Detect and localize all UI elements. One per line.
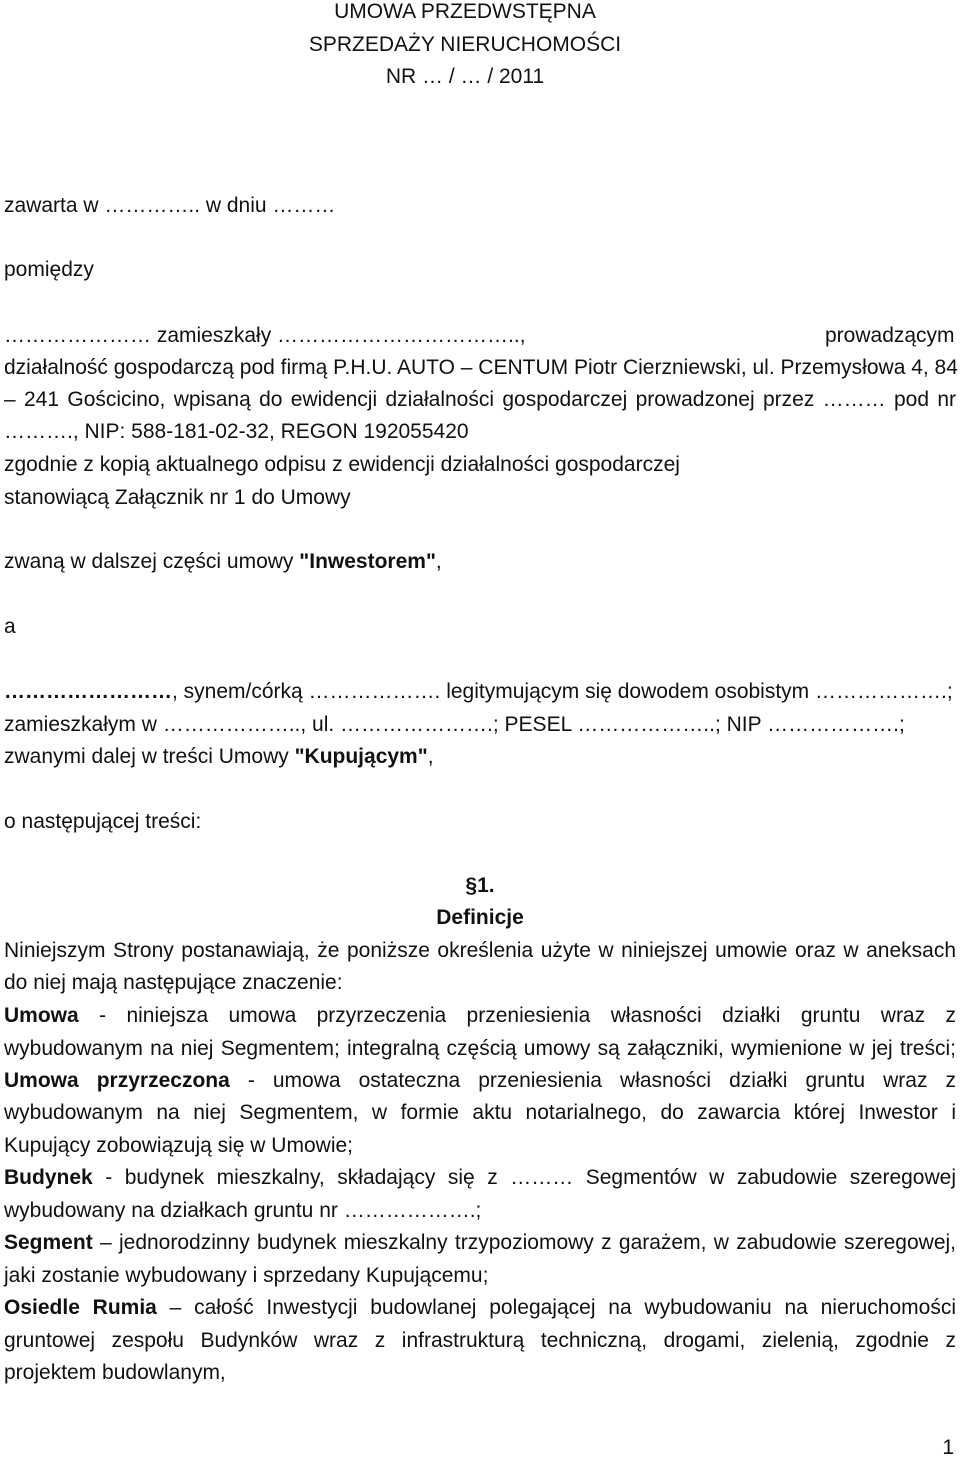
def-segment-text-1: – jednorodzinny budynek mieszkalny trzypoziomowy z garażem, w zabudowie szeregowej, <box>92 1231 956 1254</box>
buyer-called <box>4 745 434 769</box>
investor-line-5: zgodnie z kopią aktualnego odpisu z ewidencji działalności gospodarczej <box>4 453 680 476</box>
buyer-line-2: zamieszkałym w ……………….., ul. ………………….; PESEL ………………..; NIP ……………….; <box>4 713 905 736</box>
def-umowa-przyrzeczona-line-3: Kupujący zobowiązują się w Umowie; <box>4 1134 353 1157</box>
investor-line-2: działalność gospodarczą pod firmą P.H.U. AUTO – CENTUM Piotr Cierzniewski, ul. Przemysłowa 4, 84 <box>4 356 958 379</box>
investor-line-1b: prowadzącym <box>825 324 955 347</box>
def-umowa-przyrzeczona-term: Umowa przyrzeczona <box>4 1069 230 1092</box>
def-budynek-line-2: wybudowany na działkach gruntu nr ……………….; <box>4 1199 482 1222</box>
def-segment-term: Segment <box>4 1231 93 1254</box>
def-segment-line-2: jaki zostanie wybudowany i sprzedany Kupującemu; <box>4 1264 489 1287</box>
def-umowa-term: Umowa <box>4 1004 79 1027</box>
def-segment-line-1 <box>4 1231 956 1255</box>
def-umowa-przyrzeczona-line-2: wybudowanym na niej Segmentem, w formie aktu notarialnego, do zawarcia której Inwestor i <box>4 1101 956 1124</box>
def-osiedle-line-2: gruntowej zespołu Budynków wraz z infrastrukturą techniczną, drogami, zielenią, zgodnie z <box>4 1329 956 1352</box>
investor-line-3: – 241 Gościcino, wpisaną do ewidencji działalności gospodarczej prowadzonej przez ……… pod nr <box>4 388 956 411</box>
investor-line-6: stanowiącą Załącznik nr 1 do Umowy <box>4 486 351 509</box>
page-number: 1 <box>942 1436 954 1459</box>
buyer-called-term: "Kupującym" <box>294 745 428 768</box>
def-umowa-text-1: - niniejsza umowa przyrzeczenia przeniesienia własności działki gruntu wraz z <box>78 1004 956 1027</box>
title-line-2: SPRZEDAŻY NIERUCHOMOŚCI <box>308 33 622 56</box>
title-line-1: UMOWA PRZEDWSTĘPNA <box>334 0 596 23</box>
section-intro-line-1: Niniejszym Strony postanawiają, że poniższe określenia użyte w niniejszej umowie oraz w aneksach <box>4 939 956 962</box>
def-budynek-text-1: - budynek mieszkalny, składający się z ……… Segmentów w zabudowie szeregowej <box>92 1166 956 1189</box>
section-number-text: §1. <box>465 874 495 897</box>
def-umowa-line-1 <box>4 1004 956 1028</box>
investor-line-4: ………., NIP: 588-181-02-32, REGON 192055420 <box>4 420 469 443</box>
following-text: o następującej treści: <box>4 810 202 833</box>
buyer-name-placeholder: …………………… <box>4 680 172 703</box>
def-budynek-term: Budynek <box>4 1166 93 1189</box>
section-heading <box>400 906 560 930</box>
def-osiedle-term: Osiedle Rumia <box>4 1296 157 1319</box>
def-umowa-przyrzeczona-text-1: - umowa ostateczna przeniesienia własności działki gruntu wraz z <box>229 1069 957 1092</box>
buyer-called-prefix: zwanymi dalej w treści Umowy <box>4 745 295 768</box>
def-osiedle-line-1 <box>4 1296 956 1320</box>
def-osiedle-text-1: – całość Inwestycji budowlanej polegającej na wybudowaniu na nieruchomości <box>156 1296 956 1319</box>
title-line-3: NR … / … / 2011 <box>385 65 545 88</box>
def-budynek-line-1 <box>4 1166 956 1190</box>
investor-called <box>4 550 442 574</box>
investor-called-prefix: zwaną w dalszej części umowy <box>4 550 300 573</box>
investor-called-term: "Inwestorem" <box>299 550 436 573</box>
conjunction-a: a <box>4 615 16 638</box>
def-osiedle-line-3: projektem budowlanym, <box>4 1361 226 1384</box>
def-umowa-przyrzeczona-line-1 <box>4 1069 956 1093</box>
section-intro-line-2: do niej mają następujące znaczenie: <box>4 971 343 994</box>
section-heading-text: Definicje <box>436 906 524 929</box>
def-umowa-line-2: wybudowanym na niej Segmentem; integralną częścią umowy są załączniki, wymienione w jej treści; <box>4 1037 956 1060</box>
buyer-line-1-rest: , synem/córką ………………. legitymującym się dowodem osobistym ……………….; <box>172 680 953 703</box>
section-number <box>440 874 520 898</box>
investor-line-1a: ………………… zamieszkały …………………………….., <box>4 324 526 347</box>
place-date-line: zawarta w ………….. w dniu ……… <box>4 194 336 217</box>
buyer-called-suffix: , <box>427 745 434 768</box>
between-line: pomiędzy <box>4 258 94 281</box>
buyer-line-1 <box>4 680 953 704</box>
investor-called-suffix: , <box>435 550 442 573</box>
